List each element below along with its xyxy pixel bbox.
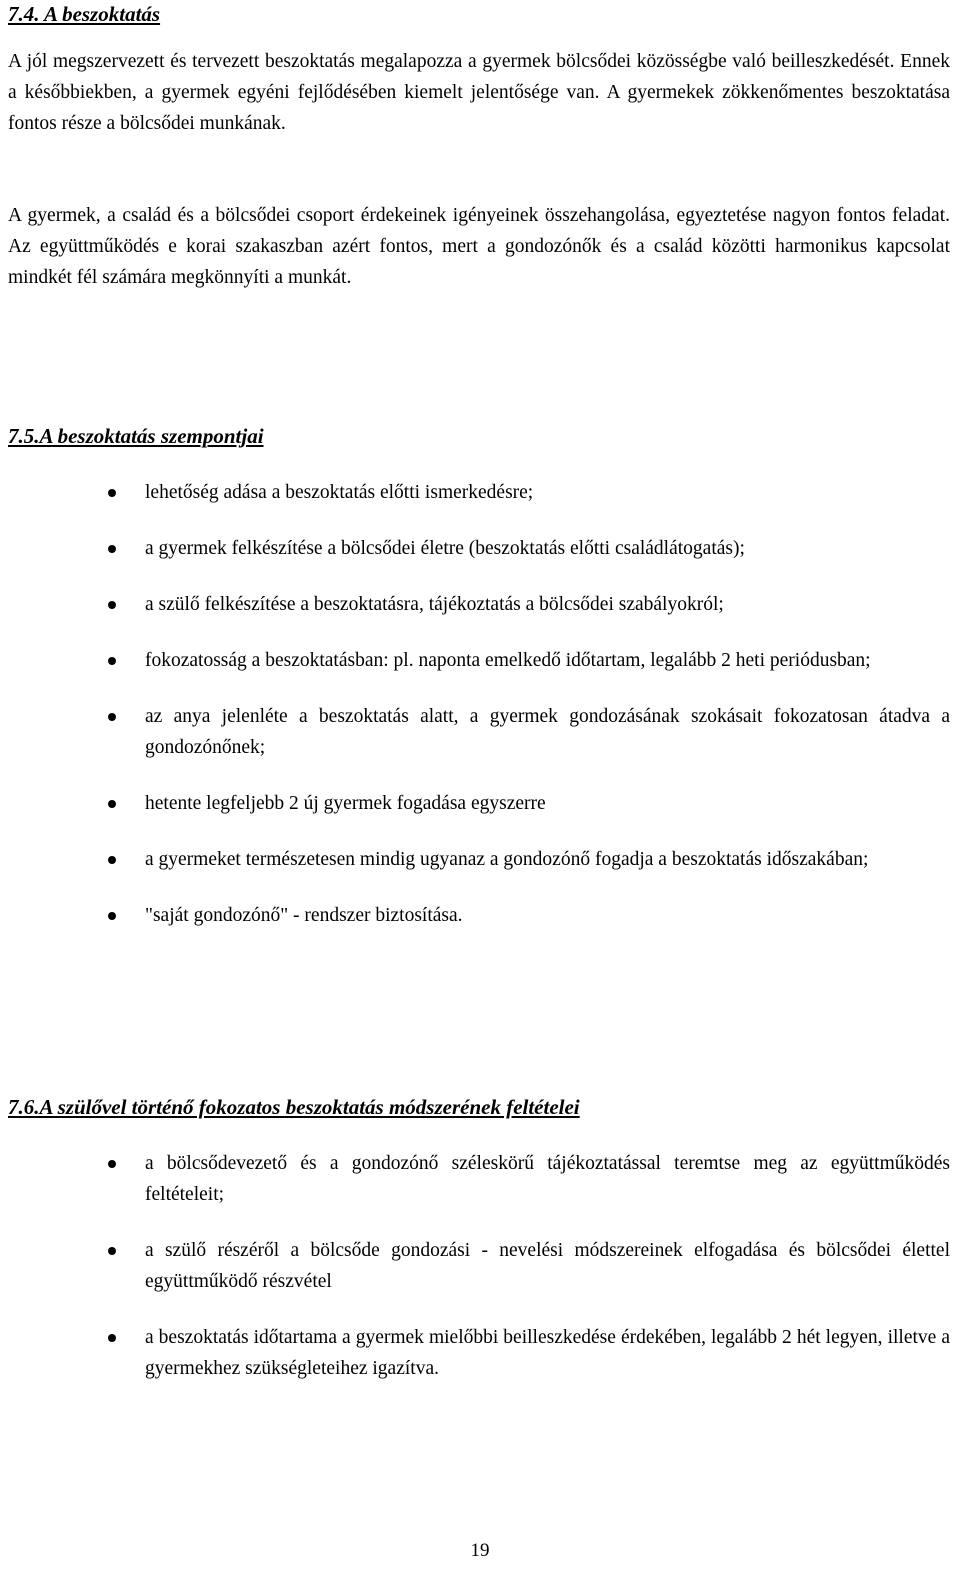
bullet-icon	[108, 800, 116, 808]
section-heading-7-4: 7.4. A beszoktatás	[8, 2, 161, 26]
list-item-text: az anya jelenléte a beszoktatás alatt, a gyermek gondozásának szokásait fokozatosan átadva a gondozónőnek;	[145, 706, 950, 758]
list-item	[8, 1322, 950, 1384]
list-item	[8, 533, 950, 564]
bullet-icon	[108, 545, 116, 553]
list-item	[8, 1148, 950, 1210]
list-item	[8, 645, 950, 676]
list-item	[8, 844, 950, 875]
bullet-icon	[108, 657, 116, 665]
list-item-text: a gyermek felkészítése a bölcsődei életre (beszoktatás előtti családlátogatás);	[145, 538, 745, 559]
list-item-text: a gyermeket természetesen mindig ugyanaz a gondozónő fogadja a beszoktatás időszakában;	[145, 849, 869, 870]
paragraph-cooperation: A gyermek, a család és a bölcsődei csoport érdekeinek igényeinek összehangolása, egyeztetése nagyon fontos feladat. Az együttműködés e korai szakaszban azért fontos, mert a gondozónők és a család közötti harmonikus kapcsolat mindkét fél számára megkönnyíti a munkát.	[8, 205, 950, 288]
list-item-text: a bölcsődevezető és a gondozónő széleskörű tájékoztatással teremtse meg az együttműködés feltételeit;	[145, 1153, 950, 1205]
bullet-icon	[108, 1247, 116, 1255]
section-heading-7-5: 7.5.A beszoktatás szempontjai	[8, 424, 264, 448]
list-item-text: a beszoktatás időtartama a gyermek mielőbbi beilleszkedése érdekében, legalább 2 hét legyen, illetve a gyermekhez szükségleteihez igazítva.	[145, 1327, 950, 1379]
list-item-text: lehetőség adása a beszoktatás előtti ismerkedésre;	[145, 482, 534, 503]
paragraph-intro: A jól megszervezett és tervezett beszoktatás megalapozza a gyermek bölcsődei közösségbe való beilleszkedését. Ennek a későbbiekben, a gyermek egyéni fejlődésében kiemelt jelentősége van. A gyermekek zökkenőmentes beszoktatása fontos része a bölcsődei munkának.	[8, 51, 950, 134]
bullet-icon	[108, 912, 116, 920]
bullet-icon	[108, 1334, 116, 1342]
list-item	[8, 589, 950, 620]
bullet-icon	[108, 601, 116, 609]
page-number: 19	[470, 1540, 490, 1561]
list-item-text: hetente legfeljebb 2 új gyermek fogadása egyszerre	[145, 793, 546, 814]
bullet-icon	[108, 713, 116, 721]
bullet-icon	[108, 856, 116, 864]
list-item	[8, 477, 950, 508]
bullet-icon	[108, 489, 116, 497]
list-item-text: fokozatosság a beszoktatásban: pl. naponta emelkedő időtartam, legalább 2 heti periódusban;	[145, 650, 871, 671]
list-item	[8, 900, 950, 931]
list-item-text: "saját gondozónő" - rendszer biztosítása.	[145, 905, 463, 926]
list-item-text: a szülő részéről a bölcsőde gondozási - nevelési módszereinek elfogadása és bölcsődei élettel együttműködő részvétel	[145, 1240, 950, 1292]
criteria-list	[8, 477, 950, 931]
list-item-text: a szülő felkészítése a beszoktatásra, tájékoztatás a bölcsődei szabályokról;	[145, 594, 724, 615]
bullet-icon	[108, 1160, 116, 1168]
list-item	[8, 701, 950, 763]
list-item	[8, 788, 950, 819]
conditions-list	[8, 1148, 950, 1409]
section-heading-7-6: 7.6.A szülővel történő fokozatos beszoktatás módszerének feltételei	[8, 1095, 580, 1119]
list-item	[8, 1235, 950, 1297]
